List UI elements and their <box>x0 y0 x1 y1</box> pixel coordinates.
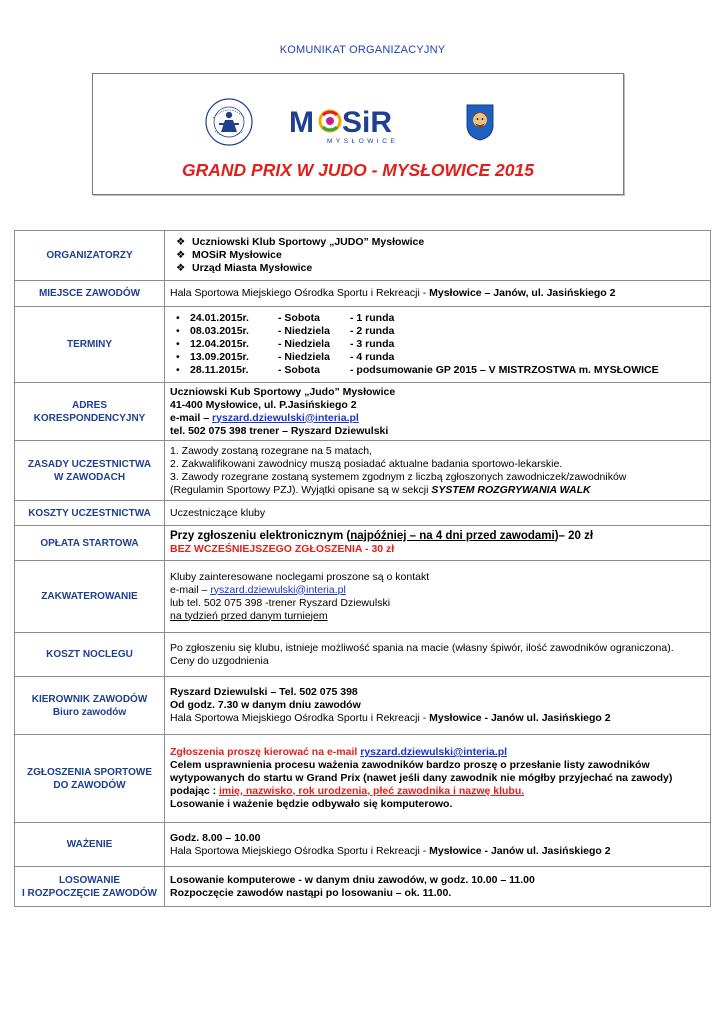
row-organizatorzy <box>15 231 711 281</box>
list-item: • 13.09.2015r. - Niedziela - 4 runda <box>176 351 395 363</box>
email-link[interactable]: ryszard.dziewulski@interia.pl <box>210 583 346 596</box>
logos-row <box>93 98 623 148</box>
label-kierownik: KIEROWNIK ZAWODÓW Biuro zawodów <box>15 677 165 735</box>
label-zakwaterowanie: ZAKWATEROWANIE <box>15 561 165 633</box>
info-table <box>14 230 711 907</box>
row-miejsce <box>15 281 711 307</box>
bullet-icon: • <box>176 325 180 337</box>
list-item: ❖ Uczniowski Klub Sportowy „JUDO” Mysłowice <box>176 236 425 248</box>
row-zgloszenia <box>15 735 711 823</box>
coat-of-arms-icon <box>465 103 495 141</box>
value-kierownik: Ryszard Dziewulski – Tel. 502 075 398 Od godz. 7.30 w danym dniu zawodów Hala Sportowa Miejskiego Ośrodka Sportu i Rekreacji - Mysłowice - Janów ul. Jasińskiego 2 <box>165 677 711 735</box>
bullet-icon: • <box>176 351 180 363</box>
list-item: ❖ Urząd Miasta Mysłowice <box>176 262 313 274</box>
row-losowanie <box>15 867 711 907</box>
diamond-bullet-icon: ❖ <box>176 249 186 261</box>
bullet-icon: • <box>176 364 180 376</box>
value-zakwaterowanie: Kluby zainteresowane noclegami proszone są o kontakt e-mail – ryszard.dziewulski@interia.pl lub tel. 502 075 398 -trener Ryszard Dziewulski na tydzień przed danym turniejem <box>165 561 711 633</box>
row-koszty <box>15 501 711 526</box>
value-wazenie: Godz. 8.00 – 10.00 Hala Sportowa Miejskiego Ośrodka Sportu i Rekreacji - Mysłowice - Janów ul. Jasińskiego 2 <box>165 823 711 867</box>
row-oplata <box>15 526 711 561</box>
value-organizatorzy <box>165 231 711 281</box>
label-koszt-noclegu: KOSZT NOCLEGU <box>15 633 165 677</box>
label-terminy: TERMINY <box>15 307 165 383</box>
value-losowanie: Losowanie komputerowe - w danym dniu zawodów, w godz. 10.00 – 11.00 Rozpoczęcie zawodów nastąpi po losowaniu – ok. 11.00. <box>165 867 711 907</box>
email-link[interactable]: ryszard.dziewulski@interia.pl <box>212 411 359 424</box>
row-terminy <box>15 307 711 383</box>
svg-text:MYSŁOWICE: MYSŁOWICE <box>327 138 399 145</box>
label-wazenie: WAŻENIE <box>15 823 165 867</box>
list-item: • 28.11.2015r. - Sobota - podsumowanie GP 2015 – V MISTRZOSTWA m. MYSŁOWICE <box>176 364 659 376</box>
diamond-bullet-icon: ❖ <box>176 262 186 274</box>
label-koszty: KOSZTY UCZESTNICTWA <box>15 501 165 526</box>
row-zakwaterowanie <box>15 561 711 633</box>
list-item: • 12.04.2015r. - Niedziela - 3 runda <box>176 338 395 350</box>
list-item: ❖ MOSiR Mysłowice <box>176 249 282 261</box>
row-kierownik <box>15 677 711 735</box>
row-adres <box>15 383 711 441</box>
value-oplata: Przy zgłoszeniu elektronicznym (najpóźniej – na 4 dni przed zawodami)– 20 zł BEZ WCZEŚNIEJSZEGO ZGŁOSZENIA - 30 zł <box>165 526 711 561</box>
value-terminy <box>165 307 711 383</box>
judo-club-emblem-icon <box>205 98 253 146</box>
label-zgloszenia: ZGŁOSZENIA SPORTOWE DO ZAWODÓW <box>15 735 165 823</box>
diamond-bullet-icon: ❖ <box>176 236 186 248</box>
email-link[interactable]: ryszard.dziewulski@interia.pl <box>360 746 508 758</box>
label-oplata: OPŁATA STARTOWA <box>15 526 165 561</box>
header-box <box>92 73 624 195</box>
value-miejsce: Hala Sportowa Miejskiego Ośrodka Sportu i Rekreacji - Mysłowice – Janów, ul. Jasińskiego 2 <box>165 281 711 307</box>
value-zasady: 1. Zawody zostaną rozegrane na 5 matach, 2. Zakwalifikowani zawodnicy muszą posiadać aktualne badania sportowo-lekarskie. 3. Zawody rozegrane zostaną systemem zgodnym z liczbą zgłoszonych zawodniczek/zawodników (Regulamin Sportowy PZJ). Wyjątki opisane są w sekcji SYSTEM ROZGRYWANIA WALK <box>165 441 711 501</box>
value-adres: Uczniowski Kub Sportowy „Judo” Mysłowice 41-400 Mysłowice, ul. P.Jasińskiego 2 e-mail – ryszard.dziewulski@interia.pl tel. 502 075 398 trener – Ryszard Dziewulski <box>165 383 711 441</box>
label-organizatorzy: ORGANIZATORZY <box>15 231 165 281</box>
row-koszt-noclegu <box>15 633 711 677</box>
row-zasady <box>15 441 711 501</box>
row-wazenie <box>15 823 711 867</box>
mosir-logo-icon <box>289 102 419 146</box>
bullet-icon: • <box>176 338 180 350</box>
value-koszty: Uczestniczące kluby <box>165 501 711 526</box>
label-losowanie: LOSOWANIE I ROZPOCZĘCIE ZAWODÓW <box>15 867 165 907</box>
document-type-title: KOMUNIKAT ORGANIZACYJNY <box>279 44 446 56</box>
label-zasady: ZASADY UCZESTNICTWA W ZAWODACH <box>15 441 165 501</box>
list-item: • 08.03.2015r. - Niedziela - 2 runda <box>176 325 395 337</box>
value-koszt-noclegu: Po zgłoszeniu się klubu, istnieje możliwość spania na macie (własny śpiwór, ilość zawodników ograniczona). Ceny do uzgodnienia <box>165 633 711 677</box>
value-zgloszenia: Zgłoszenia proszę kierować na e-mail ryszard.dziewulski@interia.pl Celem usprawnienia procesu ważenia zawodników bardzo proszę o przesłanie listy zawodników wytypowanych do startu w Grand Prix (nawet jeśli dany zawodnik nie mógłby przyjechać na zawody) podając : imię, nazwisko, rok urodzenia, płeć zawodnika i nazwę klubu. Losowanie i ważenie będzie odbywało się komputerowo. <box>165 735 711 823</box>
event-title: GRAND PRIX W JUDO - MYSŁOWICE 2015 <box>182 160 534 180</box>
label-miejsce: MIEJSCE ZAWODÓW <box>15 281 165 307</box>
list-item: • 24.01.2015r. - Sobota - 1 runda <box>176 312 395 324</box>
label-adres: ADRES KORESPONDENCYJNY <box>15 383 165 441</box>
svg-text:SiR: SiR <box>342 106 393 139</box>
svg-text:M: M <box>289 106 314 139</box>
bullet-icon: • <box>176 312 180 324</box>
